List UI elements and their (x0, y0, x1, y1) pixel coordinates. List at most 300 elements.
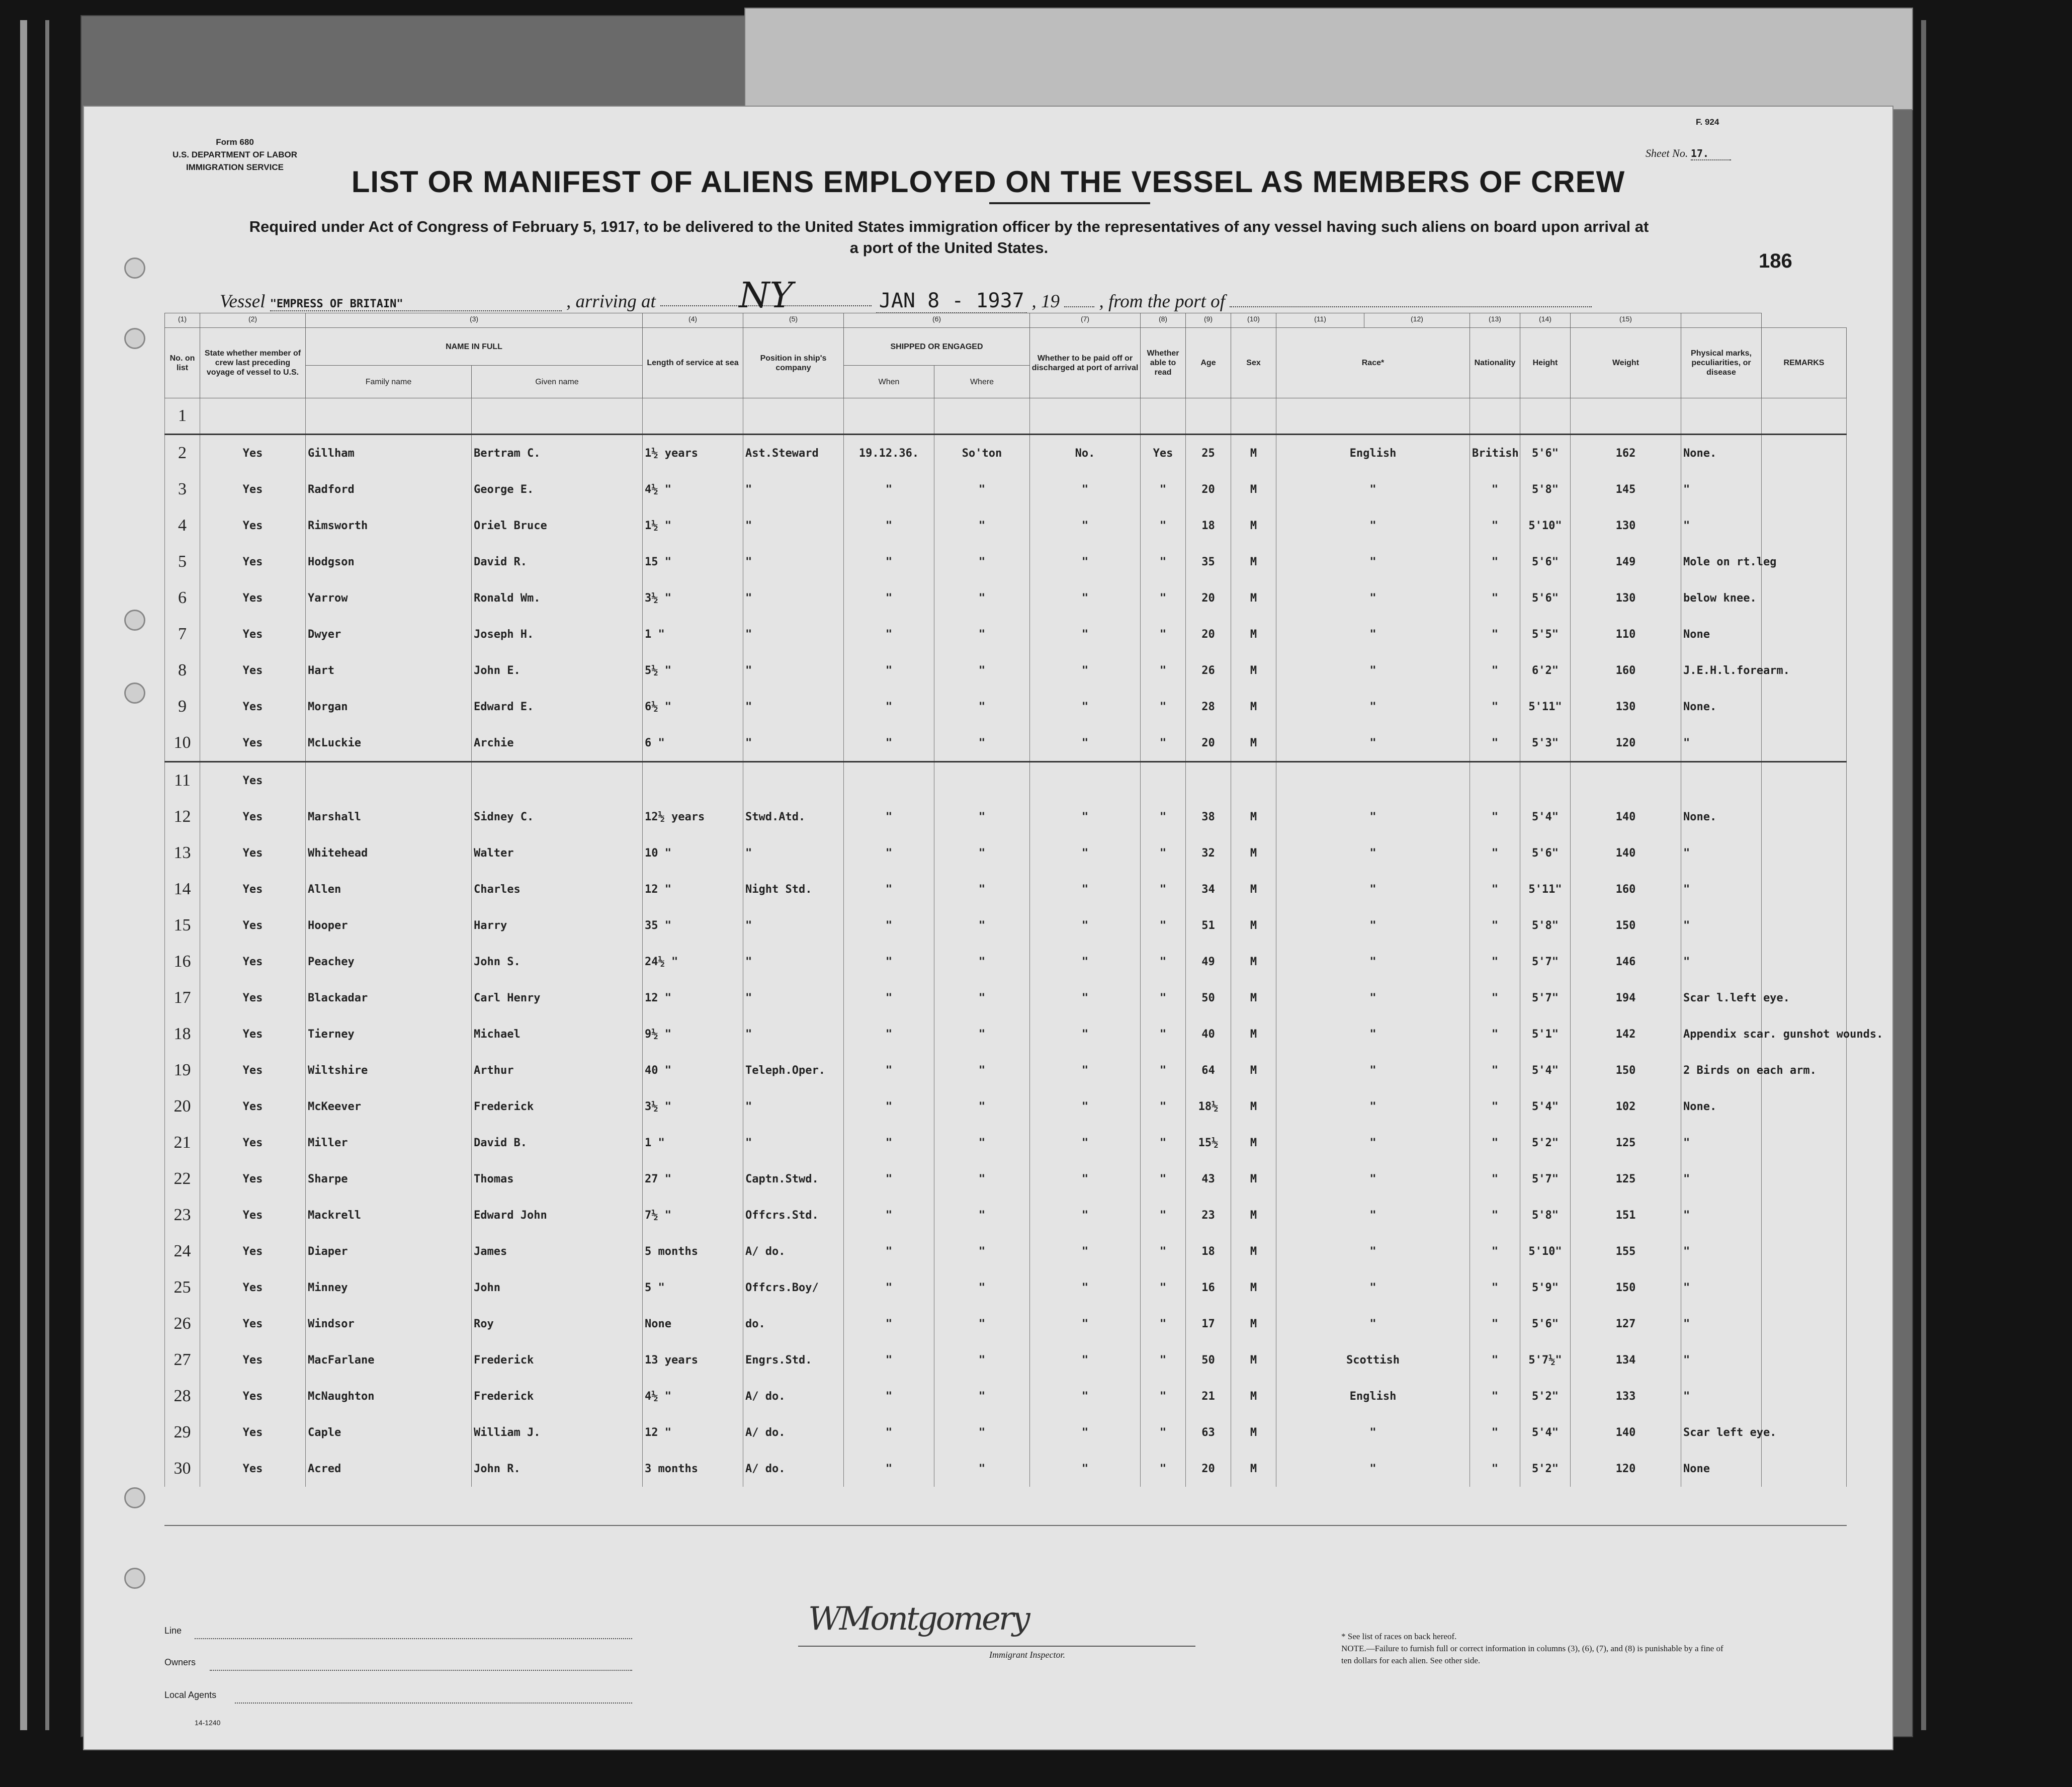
inspector-signature: WMontgomery (808, 1600, 1028, 1638)
col-weight: Weight (1571, 328, 1681, 398)
weight: 127 (1571, 1306, 1681, 1342)
height: 5'11" (1520, 689, 1571, 725)
shipped-where: " (934, 1378, 1030, 1414)
remarks (1762, 1161, 1847, 1197)
physical-marks: " (1681, 1233, 1762, 1269)
length-of-service (643, 762, 743, 799)
family-name: Acred (306, 1451, 472, 1487)
length-of-service: 12 " (643, 871, 743, 907)
row-number: 15 (165, 907, 200, 944)
length-of-service: 1 " (643, 1125, 743, 1161)
age: 18 (1186, 1233, 1231, 1269)
title-underline (989, 202, 1150, 204)
weight: 130 (1571, 580, 1681, 616)
position: " (743, 507, 844, 544)
col-name-in-full: NAME IN FULL (306, 328, 643, 366)
remarks (1762, 725, 1847, 762)
age: 50 (1186, 1342, 1231, 1378)
crew-table (164, 313, 1883, 1487)
length-of-service: 4½ " (643, 471, 743, 507)
table-row (165, 398, 1847, 435)
previous-voyage: Yes (200, 544, 306, 580)
table-row (165, 944, 1847, 980)
height: 5'3" (1520, 725, 1571, 762)
length-of-service: 1 " (643, 616, 743, 652)
age: 28 (1186, 689, 1231, 725)
remarks (1762, 435, 1847, 472)
crew-rows (165, 398, 1883, 1487)
previous-voyage: Yes (200, 1052, 306, 1088)
able-to-read: " (1141, 1233, 1186, 1269)
able-to-read: Yes (1141, 435, 1186, 472)
shipped-where: " (934, 835, 1030, 871)
position: Night Std. (743, 871, 844, 907)
nationality (1470, 762, 1520, 799)
nationality: " (1470, 1451, 1520, 1487)
able-to-read: " (1141, 507, 1186, 544)
age (1186, 398, 1231, 435)
family-name: Whitehead (306, 835, 472, 871)
col-where: Where (934, 366, 1030, 398)
previous-voyage: Yes (200, 871, 306, 907)
given-name (472, 762, 643, 799)
sex: M (1231, 1342, 1276, 1378)
length-of-service: 24½ " (643, 944, 743, 980)
row-number: 11 (165, 762, 200, 799)
row-number: 3 (165, 471, 200, 507)
able-to-read: " (1141, 652, 1186, 689)
nationality: " (1470, 1161, 1520, 1197)
family-name: Allen (306, 871, 472, 907)
given-name: Oriel Bruce (472, 507, 643, 544)
length-of-service: 3 months (643, 1451, 743, 1487)
nationality: " (1470, 471, 1520, 507)
given-name: Michael (472, 1016, 643, 1052)
length-of-service: 6½ " (643, 689, 743, 725)
table-row (165, 507, 1847, 544)
given-name: Ronald Wm. (472, 580, 643, 616)
table-row (165, 762, 1847, 799)
shipped-when: " (844, 1451, 934, 1487)
previous-voyage: Yes (200, 689, 306, 725)
able-to-read: " (1141, 1052, 1186, 1088)
physical-marks (1681, 398, 1762, 435)
sex: M (1231, 1016, 1276, 1052)
vessel-label: Vessel (220, 291, 266, 312)
previous-voyage: Yes (200, 652, 306, 689)
given-name: David R. (472, 544, 643, 580)
race: " (1276, 1233, 1470, 1269)
previous-voyage: Yes (200, 1269, 306, 1306)
remarks (1762, 1197, 1847, 1233)
previous-voyage: Yes (200, 1451, 306, 1487)
line-label: Line (164, 1626, 182, 1636)
shipped-when: " (844, 1378, 934, 1414)
shipped-where: " (934, 1451, 1030, 1487)
paid-off: " (1030, 544, 1141, 580)
paid-off: " (1030, 871, 1141, 907)
given-name: Frederick (472, 1378, 643, 1414)
col-position: Position in ship's company (743, 328, 844, 398)
family-name: Sharpe (306, 1161, 472, 1197)
able-to-read: " (1141, 689, 1186, 725)
table-row (165, 1052, 1847, 1088)
family-name: Minney (306, 1269, 472, 1306)
shipped-when: " (844, 652, 934, 689)
weight: 110 (1571, 616, 1681, 652)
paid-off (1030, 398, 1141, 435)
footnote-races: * See list of races on back hereof. (1341, 1632, 1457, 1641)
colnum-15: (15) (1571, 313, 1681, 328)
sex: M (1231, 907, 1276, 944)
table-row (165, 544, 1847, 580)
able-to-read (1141, 762, 1186, 799)
nationality: " (1470, 652, 1520, 689)
shipped-where: " (934, 907, 1030, 944)
remarks (1762, 871, 1847, 907)
paid-off: " (1030, 1161, 1141, 1197)
sex: M (1231, 1052, 1276, 1088)
given-name: Edward E. (472, 689, 643, 725)
remarks (1762, 471, 1847, 507)
age: 49 (1186, 944, 1231, 980)
remarks (1762, 580, 1847, 616)
table-bottom-rule (164, 1525, 1847, 1526)
colnum-11: (11) (1276, 313, 1364, 328)
length-of-service (643, 398, 743, 435)
row-number: 23 (165, 1197, 200, 1233)
table-row (165, 689, 1847, 725)
length-of-service: 12 " (643, 1414, 743, 1451)
physical-marks: " (1681, 1378, 1762, 1414)
nationality: " (1470, 689, 1520, 725)
weight: 155 (1571, 1233, 1681, 1269)
manifest-sheet (83, 106, 1893, 1750)
race (1276, 398, 1470, 435)
physical-marks (1681, 762, 1762, 799)
shipped-when: " (844, 1161, 934, 1197)
weight: 142 (1571, 1016, 1681, 1052)
paid-off: " (1030, 1342, 1141, 1378)
height: 5'7½" (1520, 1342, 1571, 1378)
paid-off: " (1030, 689, 1141, 725)
length-of-service: 4½ " (643, 1378, 743, 1414)
row-number: 5 (165, 544, 200, 580)
table-row (165, 1269, 1847, 1306)
row-number: 6 (165, 580, 200, 616)
position: " (743, 907, 844, 944)
length-of-service: 27 " (643, 1161, 743, 1197)
row-number: 24 (165, 1233, 200, 1269)
position: " (743, 616, 844, 652)
previous-voyage: Yes (200, 1233, 306, 1269)
position: " (743, 1125, 844, 1161)
length-of-service: None (643, 1306, 743, 1342)
race: English (1276, 1378, 1470, 1414)
row-number: 21 (165, 1125, 200, 1161)
weight: 125 (1571, 1161, 1681, 1197)
position: " (743, 725, 844, 762)
nationality: " (1470, 616, 1520, 652)
race: " (1276, 871, 1470, 907)
table-row (165, 799, 1847, 835)
able-to-read: " (1141, 980, 1186, 1016)
paid-off: " (1030, 1306, 1141, 1342)
age: 63 (1186, 1414, 1231, 1451)
nationality: " (1470, 1052, 1520, 1088)
height: 5'4" (1520, 1052, 1571, 1088)
family-name: McLuckie (306, 725, 472, 762)
physical-marks: Scar l.left eye. (1681, 980, 1762, 1016)
physical-marks: Scar left eye. (1681, 1414, 1762, 1451)
shipped-where: " (934, 1414, 1030, 1451)
previous-voyage: Yes (200, 799, 306, 835)
age: 40 (1186, 1016, 1231, 1052)
paid-off: " (1030, 1414, 1141, 1451)
page-subtitle: Required under Act of Congress of February 5, 1917, to be delivered to the United States immigration officer by the representatives of any vessel having such aliens on board upon arrival at a port of the United States. (249, 218, 1649, 257)
height: 5'4" (1520, 1088, 1571, 1125)
sex: M (1231, 835, 1276, 871)
position: " (743, 944, 844, 980)
previous-voyage: Yes (200, 1016, 306, 1052)
remarks (1762, 1125, 1847, 1161)
shipped-when: " (844, 1306, 934, 1342)
given-name: Edward John (472, 1197, 643, 1233)
family-name: Morgan (306, 689, 472, 725)
family-name: MacFarlane (306, 1342, 472, 1378)
row-number: 30 (165, 1451, 200, 1487)
race: " (1276, 1088, 1470, 1125)
shipped-where: " (934, 689, 1030, 725)
shipped-when: " (844, 1016, 934, 1052)
height: 5'5" (1520, 616, 1571, 652)
nationality: " (1470, 1414, 1520, 1451)
colnum-10: (10) (1231, 313, 1276, 328)
weight: 151 (1571, 1197, 1681, 1233)
family-name: Hodgson (306, 544, 472, 580)
remarks (1762, 1233, 1847, 1269)
family-name: Hooper (306, 907, 472, 944)
punch-hole (124, 1568, 145, 1589)
paid-off: " (1030, 1052, 1141, 1088)
nationality: " (1470, 1342, 1520, 1378)
length-of-service: 5½ " (643, 652, 743, 689)
able-to-read: " (1141, 907, 1186, 944)
family-name: McNaughton (306, 1378, 472, 1414)
row-number: 20 (165, 1088, 200, 1125)
previous-voyage: Yes (200, 944, 306, 980)
nationality: " (1470, 980, 1520, 1016)
age: 20 (1186, 471, 1231, 507)
col-paid-off: Whether to be paid off or discharged at port of arrival (1030, 328, 1141, 398)
paid-off: " (1030, 799, 1141, 835)
table-row (165, 1161, 1847, 1197)
weight: 146 (1571, 944, 1681, 980)
paid-off: " (1030, 1088, 1141, 1125)
shipped-when: " (844, 725, 934, 762)
page-title: LIST OR MANIFEST OF ALIENS EMPLOYED ON THE VESSEL AS MEMBERS OF CREW (351, 165, 1625, 199)
given-name: James (472, 1233, 643, 1269)
family-name: Wiltshire (306, 1052, 472, 1088)
length-of-service: 12½ years (643, 799, 743, 835)
table-row (165, 471, 1847, 507)
physical-marks: Appendix scar. gunshot wounds. (1681, 1016, 1762, 1052)
weight: 150 (1571, 1052, 1681, 1088)
race: " (1276, 616, 1470, 652)
race: " (1276, 652, 1470, 689)
nationality: " (1470, 580, 1520, 616)
family-name: Caple (306, 1414, 472, 1451)
nationality: " (1470, 944, 1520, 980)
sex: M (1231, 507, 1276, 544)
physical-marks: " (1681, 1269, 1762, 1306)
physical-marks: below knee. (1681, 580, 1762, 616)
race: " (1276, 907, 1470, 944)
shipped-when (844, 762, 934, 799)
table-row (165, 435, 1847, 472)
shipped-when: " (844, 1269, 934, 1306)
weight: 140 (1571, 835, 1681, 871)
length-of-service: 12 " (643, 980, 743, 1016)
row-number: 7 (165, 616, 200, 652)
nationality: " (1470, 544, 1520, 580)
height: 5'6" (1520, 435, 1571, 472)
table-row (165, 835, 1847, 871)
height: 5'8" (1520, 471, 1571, 507)
sex: M (1231, 580, 1276, 616)
age: 51 (1186, 907, 1231, 944)
remarks (1762, 907, 1847, 944)
height: 5'6" (1520, 1306, 1571, 1342)
family-name: McKeever (306, 1088, 472, 1125)
race: " (1276, 544, 1470, 580)
race: English (1276, 435, 1470, 472)
height: 5'2" (1520, 1451, 1571, 1487)
shipped-where: " (934, 1233, 1030, 1269)
vessel-name: "EMPRESS OF BRITAIN" (270, 298, 562, 311)
signature-line (798, 1646, 1195, 1647)
race: Scottish (1276, 1342, 1470, 1378)
given-name: George E. (472, 471, 643, 507)
table-row (165, 871, 1847, 907)
age: 20 (1186, 725, 1231, 762)
paid-off: " (1030, 907, 1141, 944)
colnum-3: (3) (306, 313, 643, 328)
remarks (1762, 1306, 1847, 1342)
weight: 133 (1571, 1378, 1681, 1414)
col-age: Age (1186, 328, 1231, 398)
row-number: 10 (165, 725, 200, 762)
physical-marks: None. (1681, 435, 1762, 472)
height: 5'8" (1520, 1197, 1571, 1233)
shipped-where: " (934, 980, 1030, 1016)
sex: M (1231, 1088, 1276, 1125)
given-name: Carl Henry (472, 980, 643, 1016)
col-height: Height (1520, 328, 1571, 398)
col-sex: Sex (1231, 328, 1276, 398)
length-of-service: 6 " (643, 725, 743, 762)
given-name: Frederick (472, 1342, 643, 1378)
given-name: Sidney C. (472, 799, 643, 835)
paid-off: " (1030, 944, 1141, 980)
physical-marks: " (1681, 507, 1762, 544)
sex: M (1231, 544, 1276, 580)
race: " (1276, 689, 1470, 725)
given-name: David B. (472, 1125, 643, 1161)
year-label: , 19 (1031, 291, 1060, 312)
position: " (743, 580, 844, 616)
race (1276, 762, 1470, 799)
race: " (1276, 725, 1470, 762)
paid-off: " (1030, 1016, 1141, 1052)
age: 15½ (1186, 1125, 1231, 1161)
weight: 130 (1571, 507, 1681, 544)
paid-off: " (1030, 1197, 1141, 1233)
colnum-1: (1) (165, 313, 200, 328)
able-to-read: " (1141, 1269, 1186, 1306)
race: " (1276, 1197, 1470, 1233)
race: " (1276, 1161, 1470, 1197)
position: Offcrs.Std. (743, 1197, 844, 1233)
previous-voyage: Yes (200, 507, 306, 544)
paid-off: " (1030, 1233, 1141, 1269)
sex: M (1231, 1414, 1276, 1451)
shipped-when: " (844, 689, 934, 725)
race: " (1276, 944, 1470, 980)
position: " (743, 471, 844, 507)
race: " (1276, 1269, 1470, 1306)
able-to-read: " (1141, 580, 1186, 616)
row-number: 22 (165, 1161, 200, 1197)
race: " (1276, 1016, 1470, 1052)
row-number: 16 (165, 944, 200, 980)
shipped-where: " (934, 1016, 1030, 1052)
col-race: Race* (1276, 328, 1470, 398)
physical-marks: " (1681, 944, 1762, 980)
nationality: " (1470, 1088, 1520, 1125)
age: 26 (1186, 652, 1231, 689)
weight: 102 (1571, 1088, 1681, 1125)
sex: M (1231, 799, 1276, 835)
physical-marks: None. (1681, 1088, 1762, 1125)
previous-voyage: Yes (200, 1197, 306, 1233)
table-row (165, 1451, 1847, 1487)
colnum-4: (4) (643, 313, 743, 328)
family-name: Windsor (306, 1306, 472, 1342)
family-name: Dwyer (306, 616, 472, 652)
shipped-when: " (844, 544, 934, 580)
given-name: Charles (472, 871, 643, 907)
remarks (1762, 799, 1847, 835)
paid-off: " (1030, 1269, 1141, 1306)
sex: M (1231, 944, 1276, 980)
nationality: " (1470, 1378, 1520, 1414)
previous-voyage: Yes (200, 435, 306, 472)
table-row (165, 616, 1847, 652)
given-name: Roy (472, 1306, 643, 1342)
row-number: 19 (165, 1052, 200, 1088)
race: " (1276, 507, 1470, 544)
sex: M (1231, 1378, 1276, 1414)
back-sheet-top (744, 8, 1913, 110)
local-agents-label: Local Agents (164, 1690, 217, 1700)
height: 5'2" (1520, 1125, 1571, 1161)
length-of-service: 9½ " (643, 1016, 743, 1052)
shipped-where: " (934, 471, 1030, 507)
remarks (1762, 1342, 1847, 1378)
length-of-service: 15 " (643, 544, 743, 580)
remarks (1762, 398, 1847, 435)
